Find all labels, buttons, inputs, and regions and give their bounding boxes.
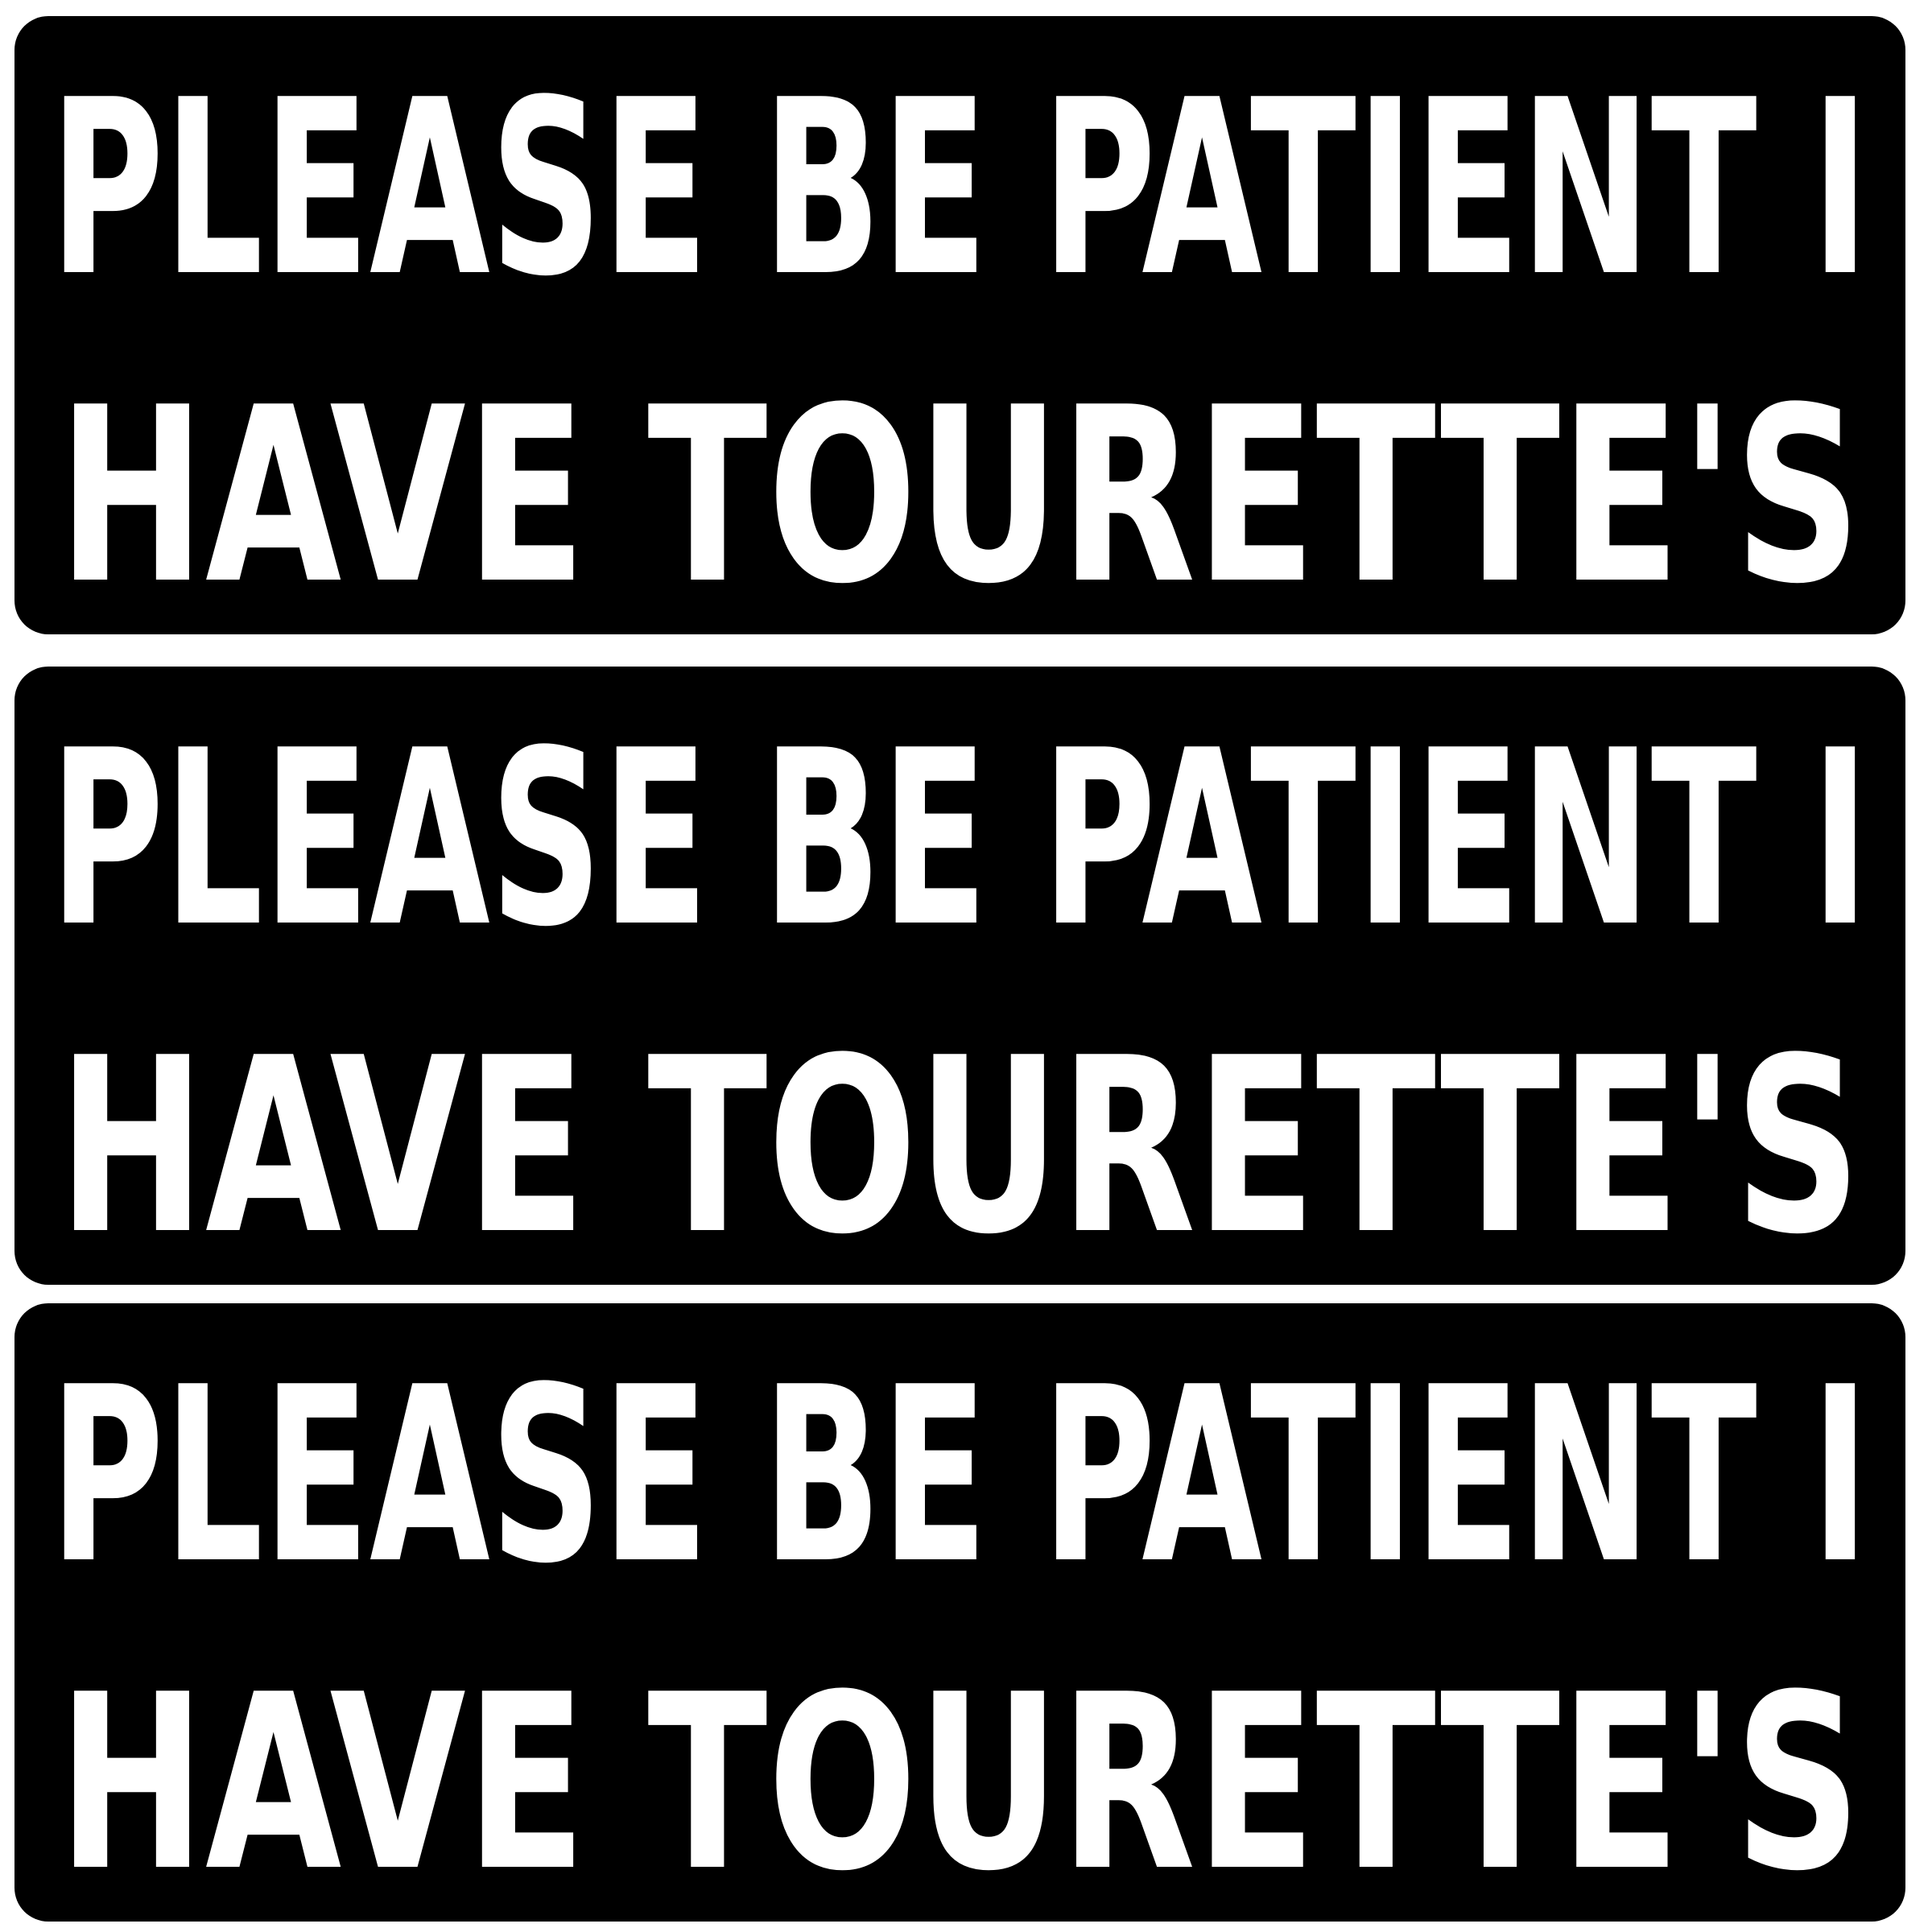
sticker-line-1: PLEASE BE PATIENT I: [50, 48, 1869, 329]
sticker-line-2: HAVE TOURETTE'S: [58, 1006, 1861, 1285]
sticker-line-1: PLEASE BE PATIENT I: [50, 699, 1869, 980]
sticker-2-text: [14, 667, 1905, 1285]
sticker-3: [14, 1303, 1905, 1922]
sticker-1: [14, 16, 1905, 634]
sticker-1-text: [14, 16, 1905, 634]
sticker-line-1: PLEASE BE PATIENT I: [50, 1335, 1869, 1616]
sticker-line-2: HAVE TOURETTE'S: [58, 1643, 1861, 1922]
sticker-line-2: HAVE TOURETTE'S: [58, 356, 1861, 634]
sticker-3-text: [14, 1303, 1905, 1922]
sticker-2: [14, 667, 1905, 1285]
